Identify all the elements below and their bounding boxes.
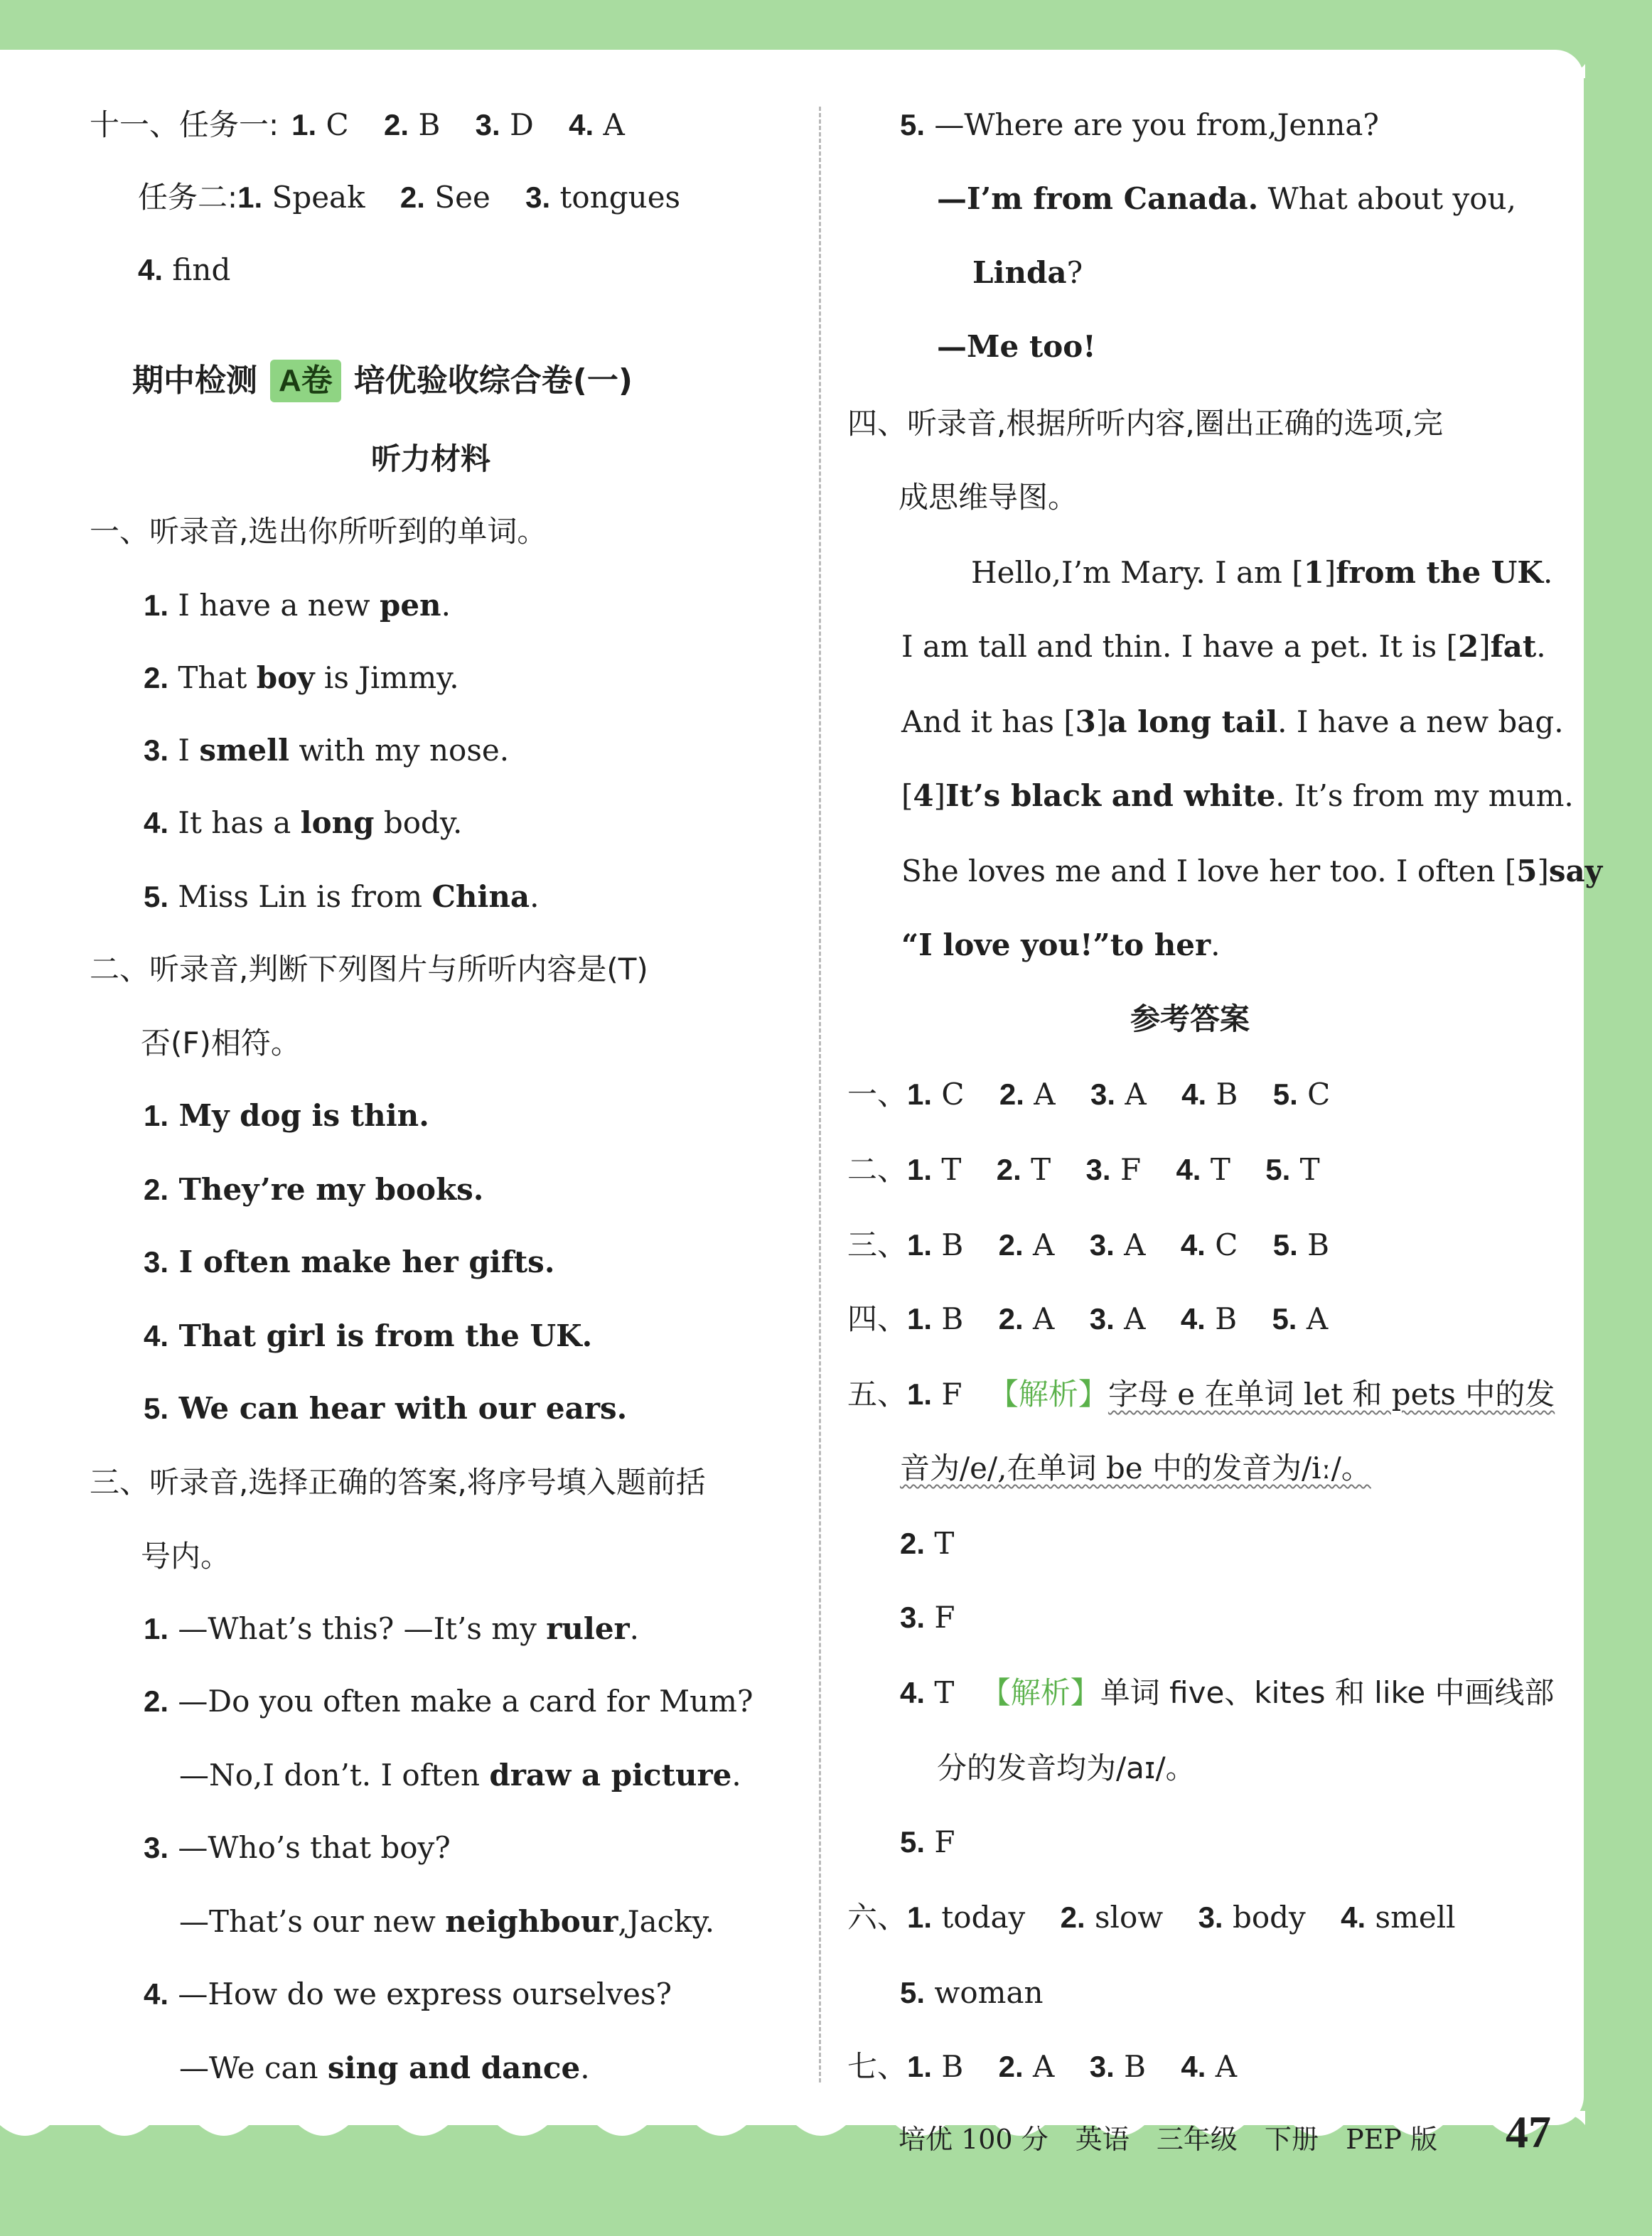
listening-title: 听力材料: [371, 441, 491, 476]
analysis-tag: 【解析】: [980, 1675, 1100, 1710]
q3-item5: 5. —Where are you from,Jenna?: [900, 107, 1379, 142]
q5-item: 3. F: [900, 1600, 955, 1635]
q1-title: 一、听录音,选出你所听到的单词。: [90, 514, 547, 549]
q2-item: 5. We can hear with our ears.: [144, 1391, 628, 1426]
exam-title: 期中检测 A卷 培优验收综合卷(一): [132, 360, 633, 402]
q4-passage: And it has [3]a long tail. I have a new bag.: [901, 704, 1564, 739]
q3-item-reply: —We can sing and dance.: [179, 2050, 590, 2085]
q5-item4-explanation: 分的发音均为/aɪ/。: [937, 1751, 1196, 1785]
q3-item: 4. —How do we express ourselves?: [144, 1977, 672, 2011]
q6-item5: 5. woman: [900, 1975, 1044, 2010]
s11-task2-line: 任务二:1. Speak 2. See 3. tongues: [138, 180, 681, 215]
page-footer: [899, 2118, 1456, 2161]
q3-item: 3. —Who’s that boy?: [144, 1830, 451, 1865]
column-divider: [819, 107, 821, 2082]
page-number: 47: [1506, 2107, 1551, 2157]
answer-row: 二、1. T 2. T 3. F 4. T 5. T: [847, 1152, 1320, 1187]
q1-item: 1. I have a new pen.: [144, 588, 451, 623]
q4-passage: She loves me and I love her too. I often [5]say: [901, 854, 1603, 888]
q4-passage: I am tall and thin. I have a pet. It is [2]fat.: [901, 629, 1546, 664]
s11-task2-item4: 4. find: [138, 252, 231, 287]
answers-title: 参考答案: [1130, 1001, 1250, 1036]
q3-item5-reply-2: —Me too!: [937, 329, 1096, 364]
q4-passage: [4]It’s black and white. It’s from my mum.: [901, 778, 1574, 813]
footer-book: 培优 100 分: [899, 2124, 1048, 2155]
q2-item: 3. I often make her gifts.: [144, 1245, 555, 1279]
q4-title-cont: 成思维导图。: [899, 480, 1078, 515]
footer-volume: 下册: [1265, 2124, 1319, 2155]
answer-row: 四、1. B 2. A 3. A 4. B 5. A: [847, 1301, 1329, 1336]
q4-passage: “I love you!”to her.: [901, 928, 1221, 962]
footer-grade: 三年级: [1156, 2124, 1238, 2155]
footer-subject: 英语: [1075, 2124, 1130, 2155]
q3-item-reply: —That’s our new neighbour,Jacky.: [179, 1904, 715, 1939]
q3-item: 2. —Do you often make a card for Mum?: [144, 1684, 753, 1719]
q5-item: 2. T: [900, 1526, 955, 1561]
q3-item-reply: —No,I don’t. I often draw a picture.: [179, 1758, 741, 1792]
q3-title: 三、听录音,选择正确的答案,将序号填入题前括: [90, 1465, 706, 1500]
q3-item: 1. —What’s this? —It’s my ruler.: [144, 1611, 640, 1646]
answer-row: 一、1. C 2. A 3. A 4. B 5. C: [847, 1077, 1331, 1112]
s11-task1-line: 十一、任务一: 1. C 2. B 3. D 4. A: [90, 107, 625, 142]
q4-passage: Hello,I’m Mary. I am [1]from the UK.: [971, 555, 1553, 590]
q3-item5-reply-cont: Linda?: [972, 255, 1083, 290]
q2-item: 4. That girl is from the UK.: [144, 1318, 593, 1353]
q1-item: 4. It has a long body.: [144, 805, 463, 840]
q7-row: 七、1. B 2. A 3. B 4. A: [847, 2049, 1238, 2084]
q2-item: 1. My dog is thin.: [144, 1098, 429, 1133]
footer-edition: PEP 版: [1346, 2124, 1438, 2155]
q3-item5-reply: —I’m from Canada. What about you,: [937, 181, 1516, 216]
q2-title-cont: 否(F)相符。: [141, 1026, 301, 1060]
q4-title: 四、听录音,根据所听内容,圈出正确的选项,完: [847, 406, 1444, 441]
q6-row: 六、1. today 2. slow 3. body 4. smell: [847, 1900, 1456, 1935]
analysis-tag: 【解析】: [988, 1377, 1108, 1412]
q2-title: 二、听录音,判断下列图片与所听内容是(T): [90, 952, 648, 987]
q5-item: 5. F: [900, 1824, 955, 1859]
exam-badge: A卷: [270, 360, 341, 402]
q1-item: 2. That boy is Jimmy.: [144, 660, 459, 695]
q5-item4: 4. T 【解析】单词 five、kites 和 like 中画线部: [900, 1675, 1555, 1710]
q1-item: 5. Miss Lin is from China.: [144, 879, 540, 914]
q5-item1: 五、1. F 【解析】字母 e 在单词 let 和 pets 中的发: [847, 1377, 1555, 1412]
answer-row: 三、1. B 2. A 3. A 4. C 5. B: [847, 1227, 1329, 1262]
q5-item1-explanation: 音为/e/,在单词 be 中的发音为/iː/。: [900, 1451, 1371, 1485]
q3-title-cont: 号内。: [141, 1539, 231, 1574]
q1-item: 3. I smell with my nose.: [144, 733, 510, 768]
q2-item: 2. They’re my books.: [144, 1172, 484, 1207]
